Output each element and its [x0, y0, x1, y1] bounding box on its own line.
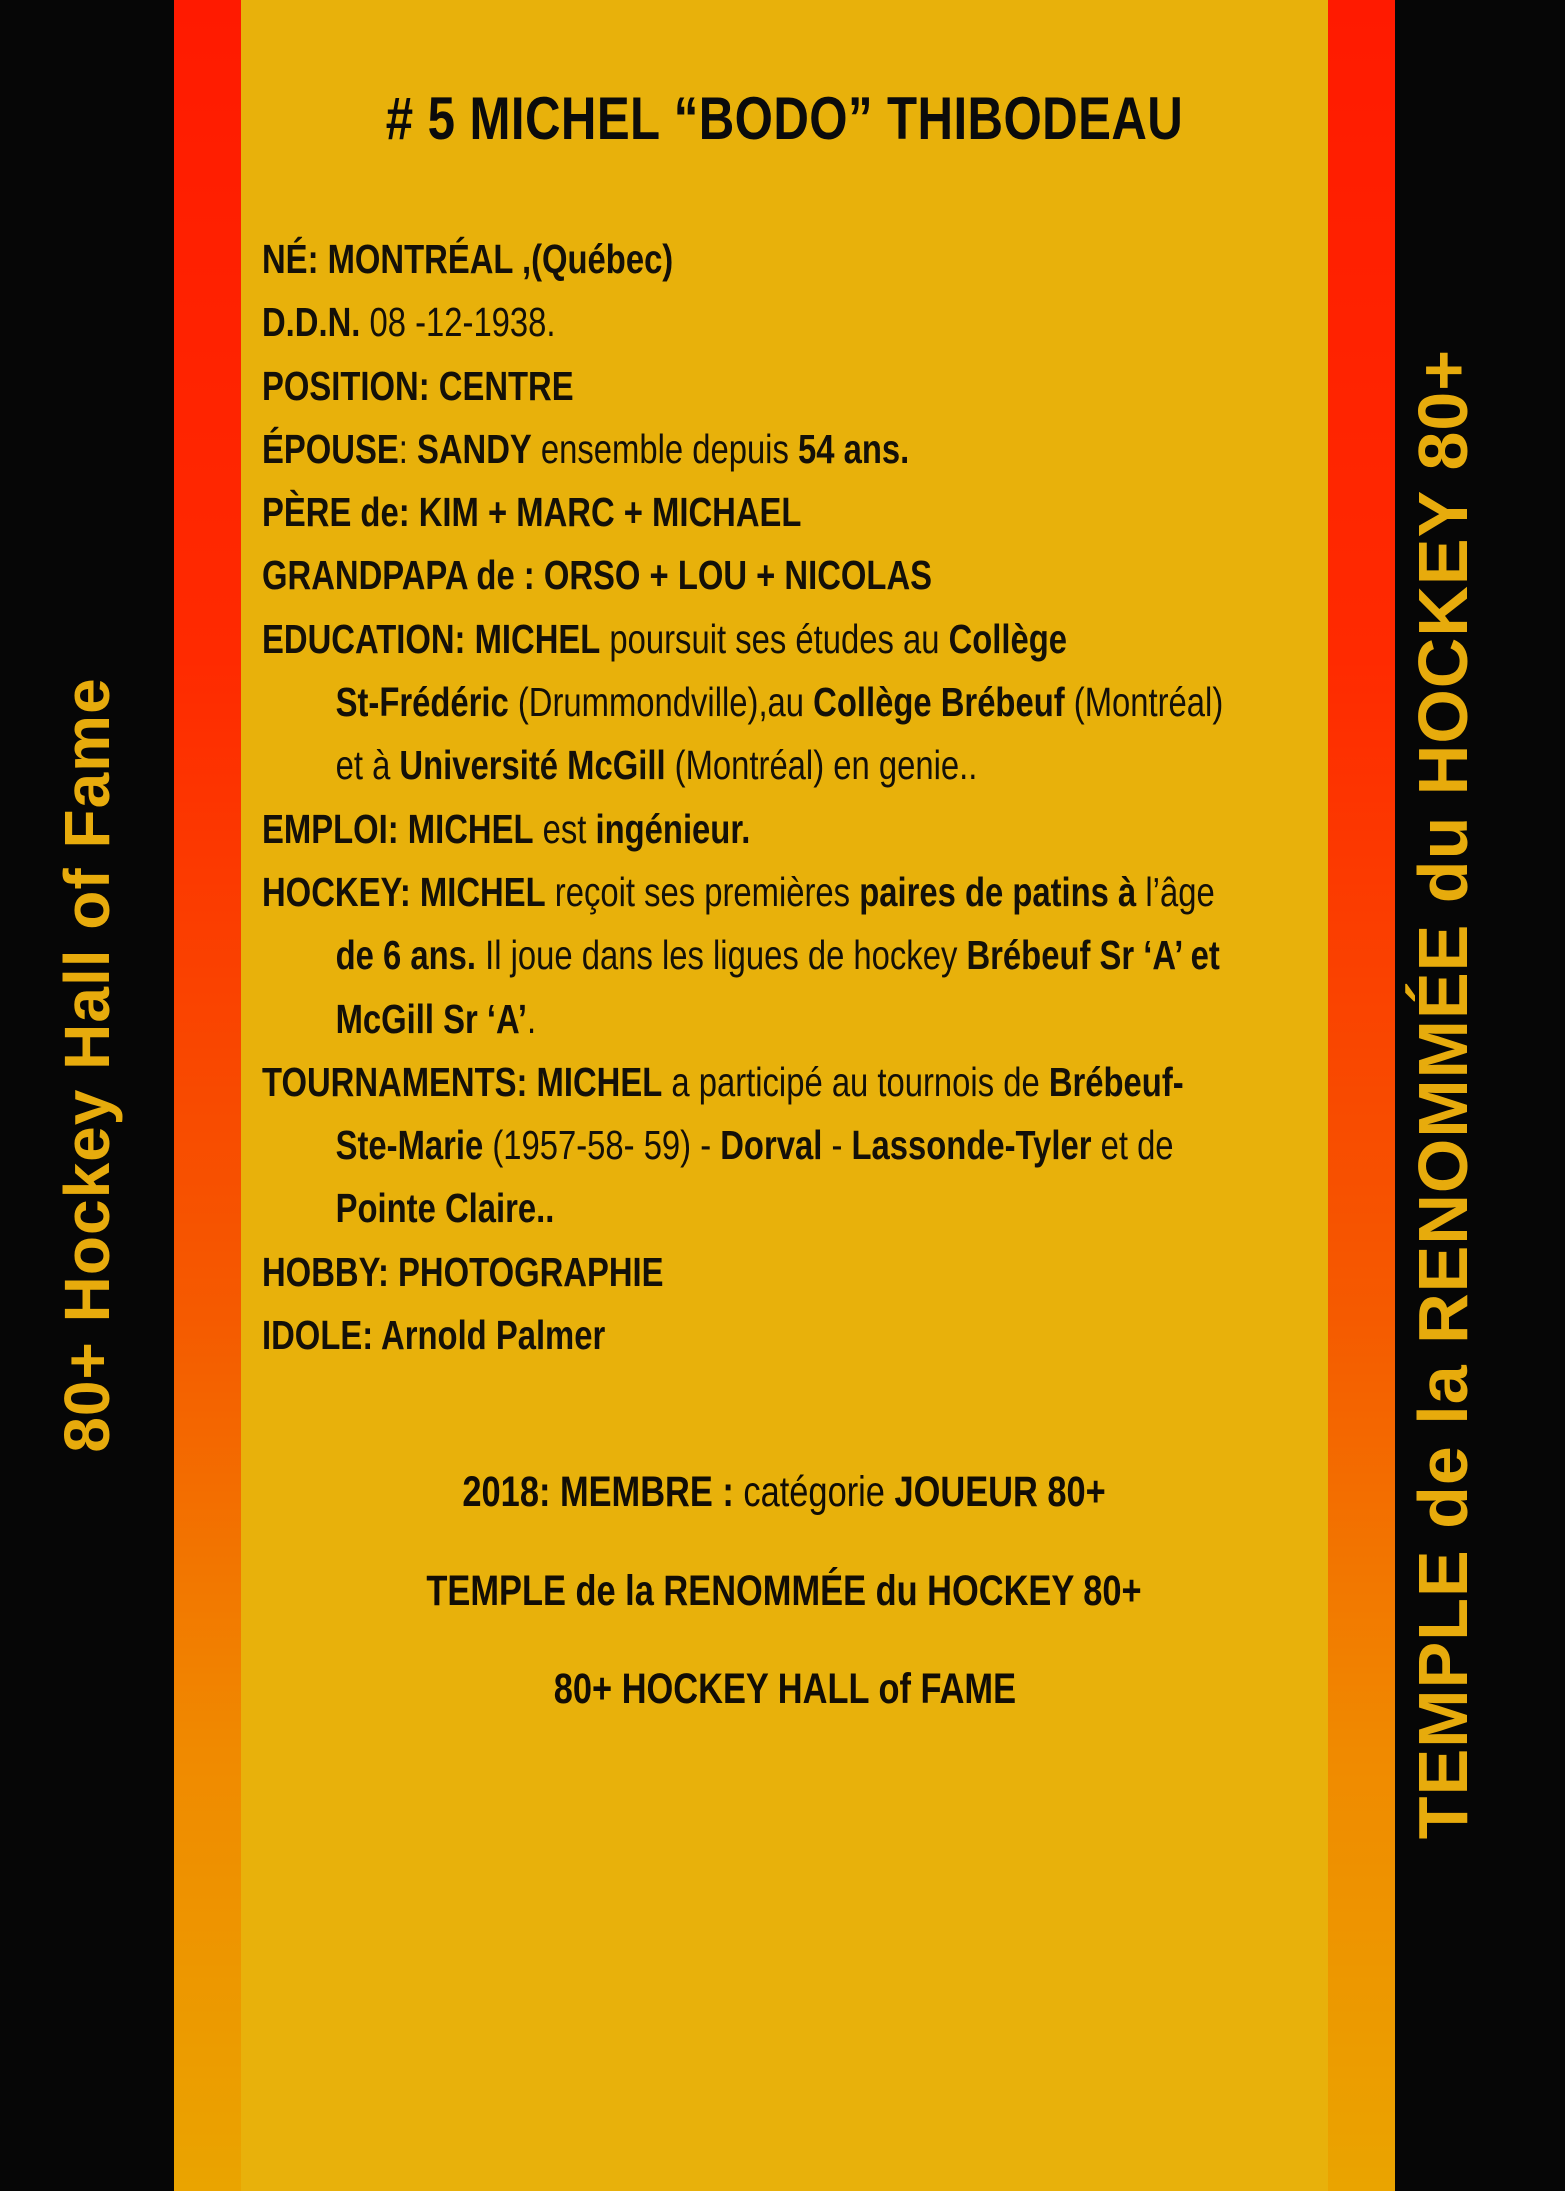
hockey-bold-2: de 6 ans. [335, 932, 476, 979]
tournaments-line-2 [262, 1114, 1174, 1177]
spouse-name: SANDY [416, 425, 532, 472]
hockey-line-1 [262, 861, 1215, 924]
education-school-1: Collège [948, 615, 1068, 662]
membership-category: JOUEUR 80+ [894, 1468, 1107, 1516]
hockey-text-2: l’âge [1136, 868, 1215, 915]
employment-label: EMPLOI: MICHEL [262, 805, 534, 852]
hockey-bold-4: McGill Sr ‘A’ [335, 995, 527, 1042]
side-text-hall-of-fame: 80+ Hockey Hall of Fame [51, 677, 123, 1453]
hockey-text-1: reçoit ses premières [545, 868, 860, 915]
hockey-text-3: Il joue dans les ligues de hockey [475, 932, 967, 979]
education-text-1: poursuit ses études au [600, 615, 949, 662]
hall-of-fame-text: 80+ HOCKEY HALL of FAME [553, 1665, 1016, 1713]
tournaments-bold-3: Dorval [720, 1122, 823, 1169]
tournaments-line-1 [262, 1051, 1184, 1114]
hobby-line: HOBBY: PHOTOGRAPHIE [262, 1248, 664, 1295]
hockey-line-3 [262, 988, 1110, 1051]
tournaments-text-4: et de [1091, 1122, 1174, 1169]
tournaments-line-3: Pointe Claire.. [335, 1185, 555, 1232]
education-line-1 [262, 608, 1110, 671]
education-line-3 [262, 734, 1110, 797]
spouse-separator: : [398, 425, 417, 472]
player-title: # 5 MICHEL “BODO” THIBODEAU [385, 85, 1184, 152]
education-text-2: (Drummondville),au [508, 679, 814, 726]
father-line: PÈRE de: KIM + MARC + MICHAEL [262, 489, 802, 536]
education-line-2 [262, 671, 1224, 734]
tournaments-bold-4: Lassonde-Tyler [851, 1122, 1092, 1169]
hockey-label: HOCKEY: MICHEL [262, 868, 546, 915]
hockey-bold-3: Brébeuf Sr ‘A’ et [966, 932, 1220, 979]
birthdate-value: 08 -12-1938. [360, 299, 556, 346]
tournaments-text-2: (1957-58- 59) - [483, 1122, 721, 1169]
right-gradient-stripe [1328, 0, 1395, 2191]
spouse-label: ÉPOUSE [262, 425, 399, 472]
birthdate-line [262, 291, 1110, 354]
hockey-line-2 [262, 924, 1220, 987]
tournaments-label: TOURNAMENTS: MICHEL [262, 1058, 663, 1105]
education-school-2: Collège Brébeuf [813, 679, 1065, 726]
tournaments-text-3: - [822, 1122, 852, 1169]
birthdate-label: D.D.N. [262, 299, 361, 346]
side-text-temple: TEMPLE de la RENOMMÉE du HOCKEY 80+ [1404, 348, 1482, 1840]
education-text-3: (Montréal) [1064, 679, 1224, 726]
tournaments-bold-1: Brébeuf- [1048, 1058, 1184, 1105]
tournaments-bold-2: Ste-Marie [335, 1122, 484, 1169]
membership-line [241, 1468, 1328, 1517]
grandfather-line: GRANDPAPA de : ORSO + LOU + NICOLAS [262, 552, 933, 599]
membership-year: 2018: MEMBRE : [462, 1468, 735, 1516]
spouse-line [262, 418, 1110, 481]
position-line: POSITION: CENTRE [262, 362, 574, 409]
education-text-5: (Montréal) en genie.. [665, 742, 978, 789]
education-label: EDUCATION: MICHEL [262, 615, 601, 662]
membership-category-label: catégorie [734, 1468, 895, 1516]
employment-line [262, 798, 1110, 861]
hockey-text-4: . [526, 995, 537, 1042]
birthplace-line: NÉ: MONTRÉAL ,(Québec) [262, 236, 674, 282]
employment-value: ingénieur. [595, 805, 751, 852]
left-gradient-stripe [174, 0, 241, 2191]
biography [262, 228, 1322, 1367]
idol-line: IDOLE: Arnold Palmer [262, 1312, 606, 1359]
temple-line [241, 1567, 1328, 1616]
tournaments-text-1: a participé au tournois de [662, 1058, 1049, 1105]
hall-of-fame-line [241, 1665, 1328, 1714]
education-text-4: et à [335, 742, 400, 789]
education-school-1b: St-Frédéric [335, 679, 509, 726]
spouse-text: ensemble depuis [531, 425, 798, 472]
hockey-bold-1: paires de patins à [859, 868, 1137, 915]
temple-text: TEMPLE de la RENOMMÉE du HOCKEY 80+ [426, 1567, 1143, 1615]
spouse-years: 54 ans. [797, 425, 910, 472]
employment-text: est [533, 805, 596, 852]
education-school-3: Université McGill [399, 742, 666, 789]
